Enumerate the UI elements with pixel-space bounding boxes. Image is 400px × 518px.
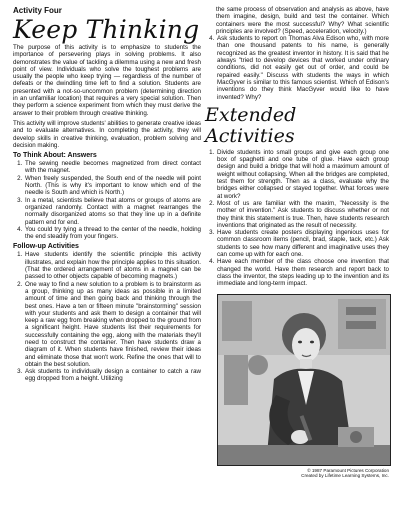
followup-item: 1. Have students identify the scientific principle this activity illustrates, and explain how the principle applies to this situation. (That the ordered arrangement of atoms in a magnet can be passed to other objects capable of becoming magnets.) — [24, 251, 201, 280]
extended-item: 2. Most of us are familiar with the maxim, "Necessity is the mother of invention." Ask students to discuss whether or not they think this statement is true. Then, have students research inventions that originated as the result of necessity. — [216, 200, 389, 229]
followup-item: 3. Ask students to individually design a container to catch a raw egg dropped from a height. Utilizing — [24, 368, 201, 383]
extended-item: 3. Have students create posters displaying ingenious uses for common classroom items (pencil, brad, staple, tack, etc.) Ask students to see how many different and imaginative uses they can come up with for each one. — [216, 229, 389, 258]
extended-heading: Extended Activities — [205, 103, 297, 147]
credit-line-1: © 1987 Paramount Pictures Corporation — [307, 467, 389, 473]
followup-list-continued — [205, 35, 389, 101]
left-column — [13, 6, 201, 383]
followup-heading: Follow-up Activities — [13, 243, 79, 251]
answer-item: 1. The sewing needle becomes magnetized from direct contact with the magnet. — [24, 160, 201, 175]
photo-image — [218, 295, 390, 465]
answers-list — [13, 160, 201, 240]
credit-line-2: Created by Lifetime Learning Systems, Inc. — [301, 473, 389, 479]
intro-paragraph-1: The purpose of this activity is to emphasize to students the importance of persevering plays in solving problems. It also demonstrates the value of tackling a dilemma using a new and fresh point of view. Individuals who solve the toughest problems are usually the people who keep trying — regardless of the number of defeats or the dwindling time left to find a solution. Students are presented with a not-so-uncommon problem (determining direction in an unfamiliar location) that requires a very special solution. Then they perform a science experiment from which they must derive the answer to their problem through creative thinking. — [13, 44, 201, 117]
extended-item: 1. Divide students into small groups and give each group one box of spaghetti and one tube of glue. Have each group design and build a bridge that will hold a maximum amount of weight without collapsing. When all the bridges are completed, test them for strength. Then as a class, evaluate why the bridges either collapsed or stayed together. What forces were at work? — [216, 149, 389, 200]
answer-item: 2. When freely suspended, the South end of the needle will point North. (This is why it's important to know which end of the needle is South and which is North.) — [24, 175, 201, 197]
answer-item: 4. You could try tying a thread to the center of the needle, holding the end steadily from your fingers. — [24, 226, 201, 241]
extended-list — [205, 149, 389, 288]
followup-item: 2. One way to find a new solution to a problem is to brainstorm as a group, thinking up as many ideas as possible in a limited amount of time and then going back and thinking through the best ones. Have a ten or fifteen minute "brainstorming" session with your students and ask them to design a container that will keep a raw egg from breaking when dropped to the ground from a significant height. Have students list their requirements for successfully containing the egg, along with the materials they'll need to construct the container. Then have students draw a diagram of it. When students have finished, review their ideas and eliminate those that won't work. Refine the ones that will to obtain the best solution. — [24, 281, 201, 369]
followup-item-3-continued: the same process of observation and analysis as above, have them imagine, design, build and test the container. Which containers were the most successful? Why? What scientific principles are involved? (Speed, acceleration, velocity.) — [216, 6, 389, 35]
answers-heading: To Think About: Answers — [13, 152, 97, 160]
extended-item: 4. Have each member of the class choose one invention that changed the world. Have them research and report back to class the inventor, the steps leading up to the invention and its immediate and long-term impact. — [216, 258, 389, 287]
photo — [217, 294, 391, 466]
intro-paragraph-2: This activity will improve students' abilities to generate creative ideas and to evaluate alternatives. In completing the activity, they will develop skills in creative thinking, evaluation, problem solving and decision making. — [13, 119, 201, 149]
page-title: Keep Thinking — [13, 15, 200, 44]
photo-credit — [205, 468, 389, 479]
followup-list — [13, 251, 201, 382]
followup-item: 4. Ask students to report on Thomas Alva Edison who, with more than one thousand patents to his name, is generally recognized as the greatest inventor in history. It is said that he always "tried to develop devices that worked under ordinary conditions, did not easily get out of order, and could be repaired easily." Discuss with students the ways in which MacGyver is similar to this famous scientist. Which of Edison's inventions do they think MacGyver would like to have invented? Why? — [216, 35, 389, 101]
right-column — [205, 6, 389, 479]
activity-label: Activity Four — [13, 6, 62, 15]
answer-item: 3. In a metal, scientists believe that atoms or groups of atoms are organized randomly. Contact with a magnet rearranges the normally disorganized atoms so that they line up in a definite pattern end for end. — [24, 197, 201, 226]
